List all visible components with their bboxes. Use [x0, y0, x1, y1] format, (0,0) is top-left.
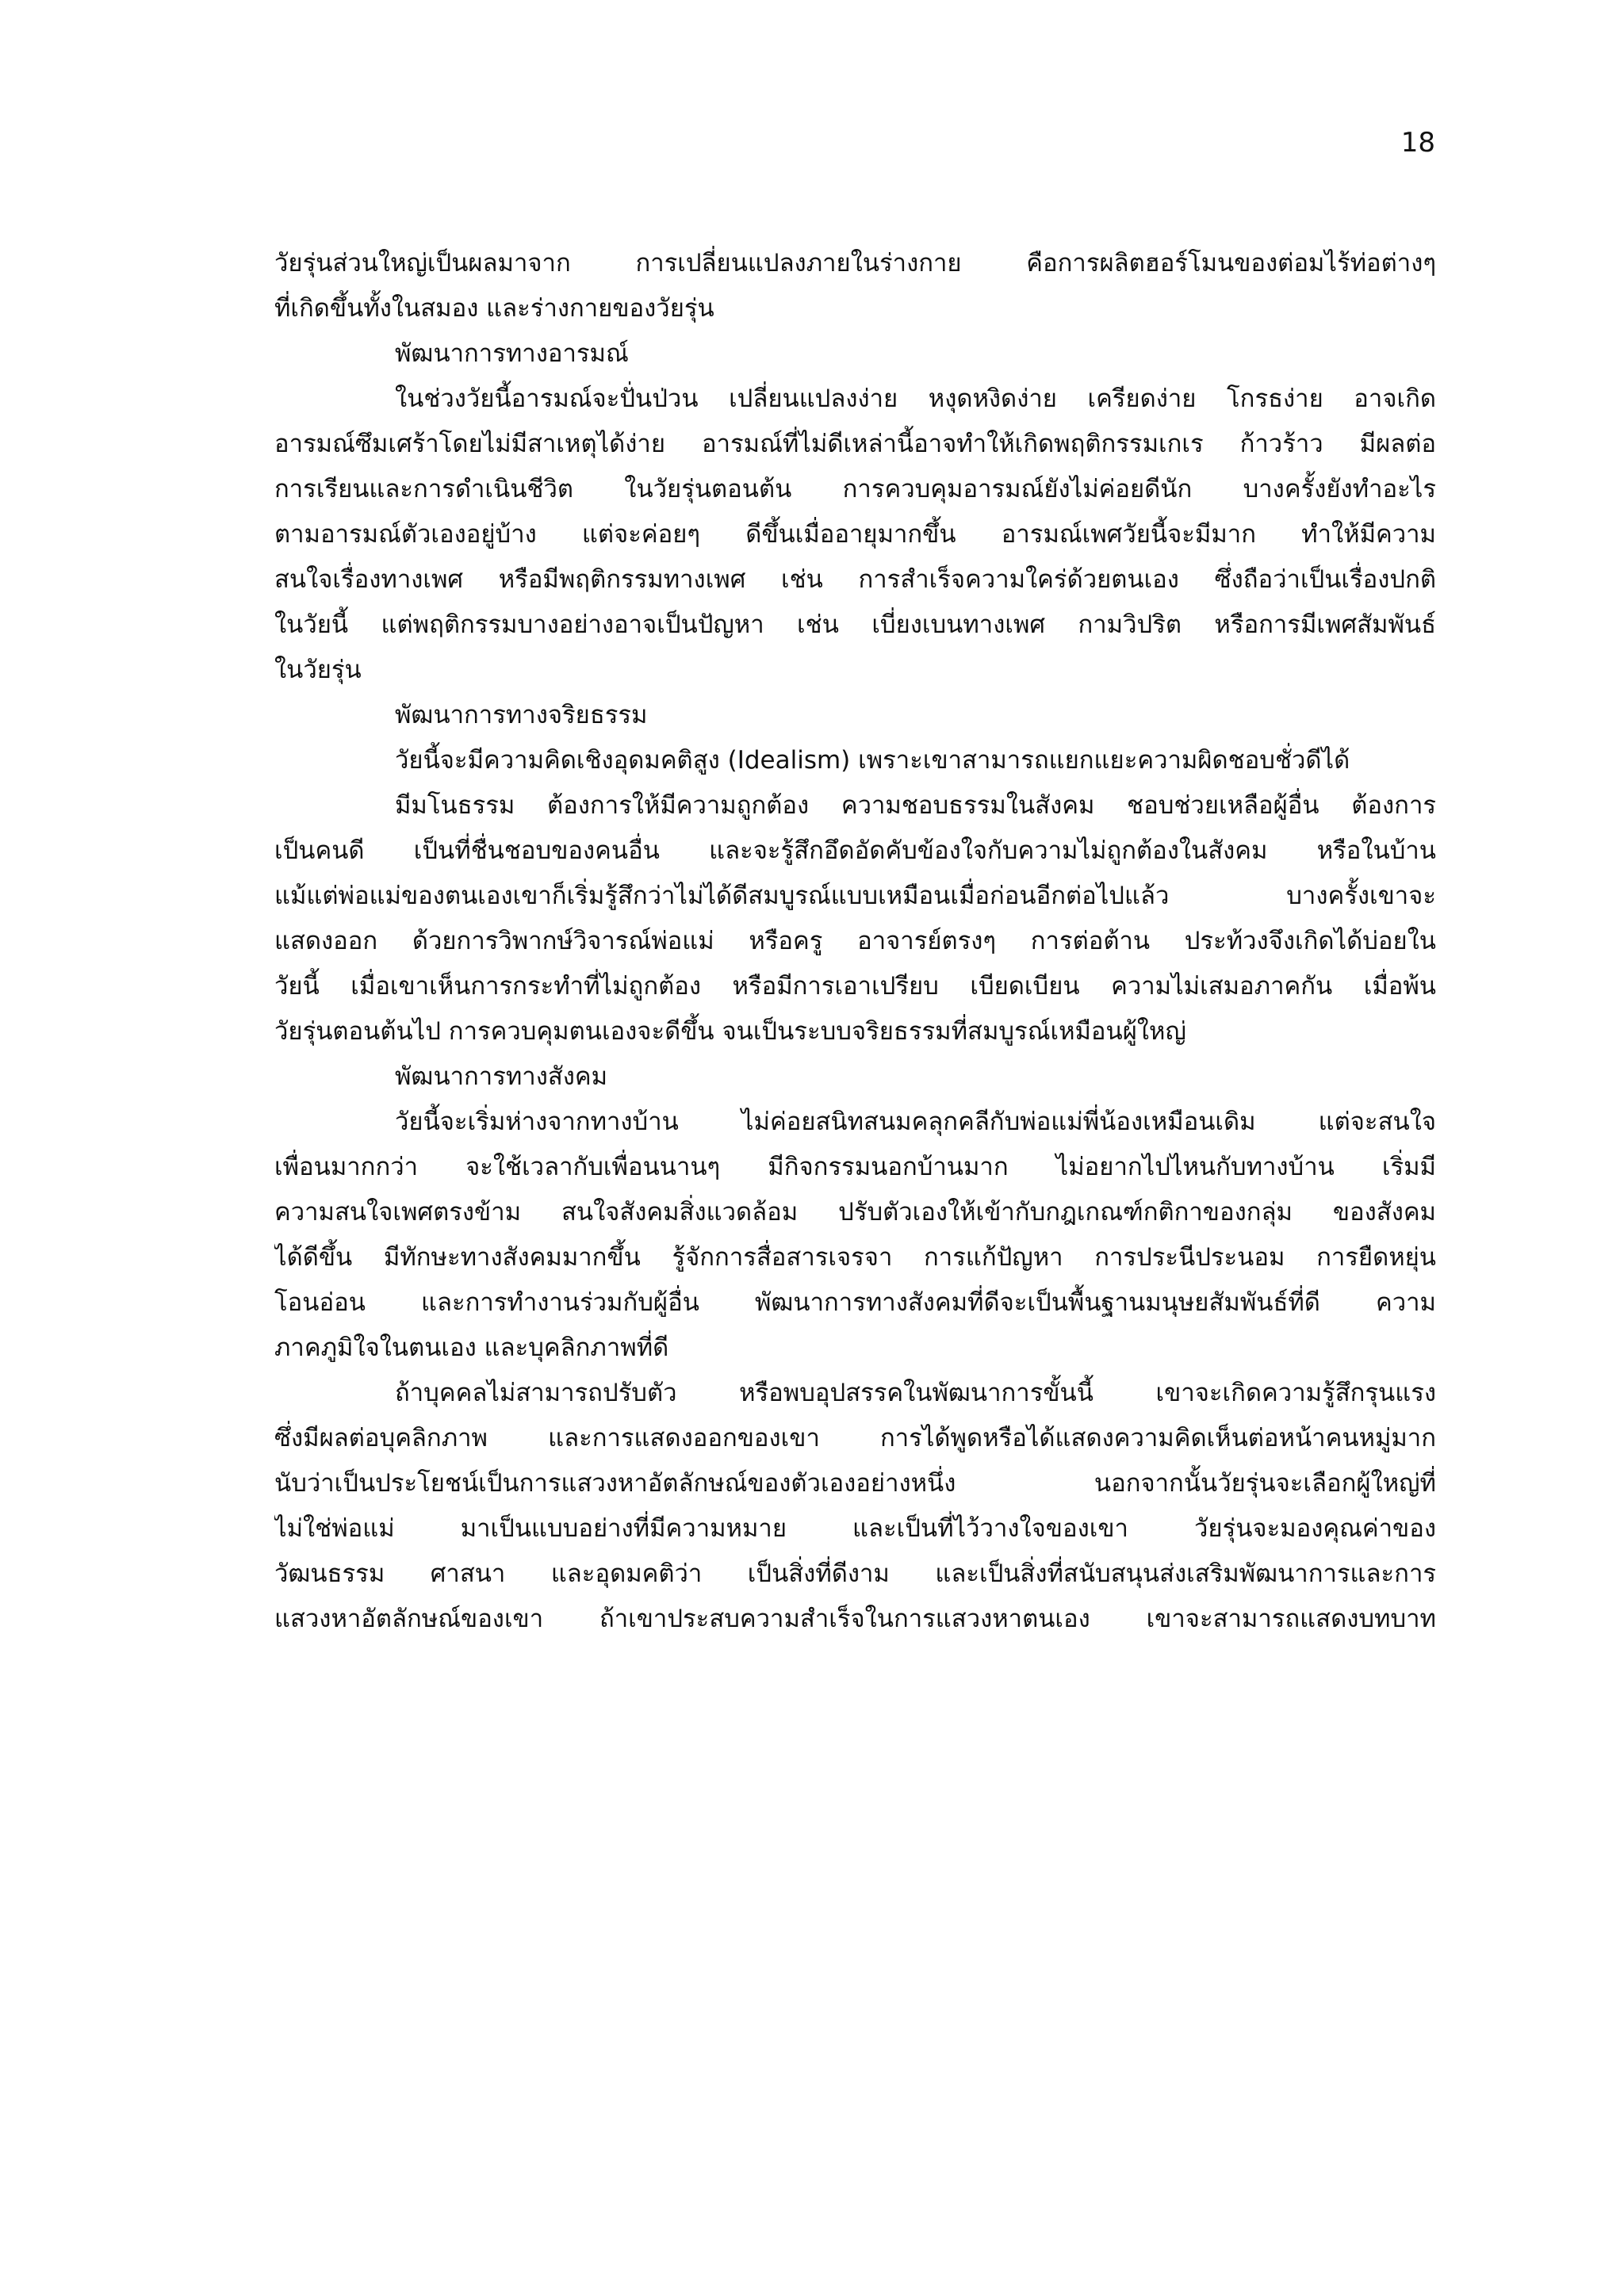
text-line: พัฒนาการทางอารมณ์	[395, 339, 629, 368]
text-line: ได้ดีขึ้น มีทักษะทางสังคมมากขึ้น รู้จักการสื่อสารเจรจา การแก้ปัญหา การประนีประนอม การยืดหยุ่น	[274, 1243, 1436, 1272]
text-line: ในวัยนี้ แต่พฤติกรรมบางอย่างอาจเป็นปัญหา เช่น เบี่ยงเบนทางเพศ กามวิปริต หรือการมีเพศสัมพันธ์	[274, 610, 1436, 639]
text-line: วัยรุ่นส่วนใหญ่เป็นผลมาจาก การเปลี่ยนแปลงภายในร่างกาย คือการผลิตฮอร์โมนของต่อมไร้ท่อต่างๆ	[274, 249, 1436, 277]
text-line: วัยรุ่นตอนต้นไป การควบคุมตนเองจะดีขึ้น จนเป็นระบบจริยธรรมที่สมบูรณ์เหมือนผู้ใหญ่	[274, 1017, 1186, 1046]
text-line: แสวงหาอัตลักษณ์ของเขา ถ้าเขาประสบความสำเร็จในการแสวงหาตนเอง เขาจะสามารถแสดงบทบาท	[274, 1605, 1436, 1633]
text-line: วัยนี้จะมีความคิดเชิงอุดมคติสูง (Idealism) เพราะเขาสามารถแยกแยะความผิดชอบชั่วดีได้	[395, 746, 1350, 775]
text-line: ในวัยรุ่น	[274, 656, 362, 684]
text-line: โอนอ่อน และการทำงานร่วมกับผู้อื่น พัฒนาการทางสังคมที่ดีจะเป็นพื้นฐานมนุษยสัมพันธ์ที่ดี ความ	[274, 1288, 1436, 1317]
text-line: ภาคภูมิใจในตนเอง และบุคลิกภาพที่ดี	[274, 1334, 669, 1362]
text-line: พัฒนาการทางจริยธรรม	[395, 701, 648, 729]
text-line: ไม่ใช่พ่อแม่ มาเป็นแบบอย่างที่มีความหมาย และเป็นที่ไว้วางใจของเขา วัยรุ่นจะมองคุณค่าของ	[274, 1514, 1436, 1543]
text-line: วัฒนธรรม ศาสนา และอุดมคติว่า เป็นสิ่งที่ดีงาม และเป็นสิ่งที่สนับสนุนส่งเสริมพัฒนาการและการ	[274, 1559, 1436, 1588]
text-line: ซึ่งมีผลต่อบุคลิกภาพ และการแสดงออกของเขา การได้พูดหรือได้แสดงความคิดเห็นต่อหน้าคนหมู่มาก	[274, 1424, 1436, 1452]
text-line: อารมณ์ซึมเศร้าโดยไม่มีสาเหตุได้ง่าย อารมณ์ที่ไม่ดีเหล่านี้อาจทำให้เกิดพฤติกรรมเกเร ก้าวร้าว มีผลต่อ	[274, 430, 1436, 458]
text-line: แม้แต่พ่อแม่ของตนเองเขาก็เริ่มรู้สึกว่าไม่ได้ดีสมบูรณ์แบบเหมือนเมื่อก่อนอีกต่อไปแล้ว บางครั้งเขาจะ	[274, 882, 1436, 910]
text-line: นับว่าเป็นประโยชน์เป็นการแสวงหาอัตลักษณ์ของตัวเองอย่างหนึ่ง นอกจากนั้นวัยรุ่นจะเลือกผู้ใหญ่ที่	[274, 1469, 1436, 1498]
text-line: เป็นคนดี เป็นที่ชื่นชอบของคนอื่น และจะรู้สึกอึดอัดคับข้องใจกับความไม่ถูกต้องในสังคม หรือในบ้าน	[274, 836, 1436, 865]
text-line: แสดงออก ด้วยการวิพากษ์วิจารณ์พ่อแม่ หรือครู อาจารย์ตรงๆ การต่อต้าน ประท้วงจึงเกิดได้บ่อยใน	[274, 927, 1436, 955]
text-line: การเรียนและการดำเนินชีวิต ในวัยรุ่นตอนต้น การควบคุมอารมณ์ยังไม่ค่อยดีนัก บางครั้งยังทำอะไร	[274, 475, 1436, 503]
text-line: ความสนใจเพศตรงข้าม สนใจสังคมสิ่งแวดล้อม ปรับตัวเองให้เข้ากับกฎเกณฑ์กติกาของกลุ่ม ของสังคม	[274, 1198, 1436, 1226]
text-line: วัยนี้จะเริ่มห่างจากทางบ้าน ไม่ค่อยสนิทสนมคลุกคลีกับพ่อแม่พี่น้องเหมือนเดิม แต่จะสนใจ	[395, 1108, 1436, 1136]
text-line: พัฒนาการทางสังคม	[395, 1062, 608, 1091]
text-line: ถ้าบุคคลไม่สามารถปรับตัว หรือพบอุปสรรคในพัฒนาการขั้นนี้ เขาจะเกิดความรู้สึกรุนแรง	[395, 1379, 1436, 1407]
document-body	[274, 241, 1436, 1642]
text-line: วัยนี้ เมื่อเขาเห็นการกระทำที่ไม่ถูกต้อง หรือมีการเอาเปรียบ เบียดเบียน ความไม่เสมอภาคกัน เมื่อพ้น	[274, 972, 1436, 1001]
text-line: ในช่วงวัยนี้อารมณ์จะปั่นป่วน เปลี่ยนแปลงง่าย หงุดหงิดง่าย เครียดง่าย โกรธง่าย อาจเกิด	[395, 385, 1436, 413]
page-number: 18	[1400, 127, 1435, 159]
text-line: เพื่อนมากกว่า จะใช้เวลากับเพื่อนนานๆ มีกิจกรรมนอกบ้านมาก ไม่อยากไปไหนกับทางบ้าน เริ่มมี	[274, 1153, 1436, 1181]
text-line: ตามอารมณ์ตัวเองอยู่บ้าง แต่จะค่อยๆ ดีขึ้นเมื่ออายุมากขึ้น อารมณ์เพศวัยนี้จะมีมาก ทำให้มีความ	[274, 520, 1436, 549]
text-line: สนใจเรื่องทางเพศ หรือมีพฤติกรรมทางเพศ เช่น การสำเร็จความใคร่ด้วยตนเอง ซึ่งถือว่าเป็นเรื่องปกติ	[274, 565, 1436, 594]
text-line: มีมโนธรรม ต้องการให้มีความถูกต้อง ความชอบธรรมในสังคม ชอบช่วยเหลือผู้อื่น ต้องการ	[395, 791, 1436, 820]
text-line: ที่เกิดขึ้นทั้งในสมอง และร่างกายของวัยรุ่น	[274, 294, 714, 323]
